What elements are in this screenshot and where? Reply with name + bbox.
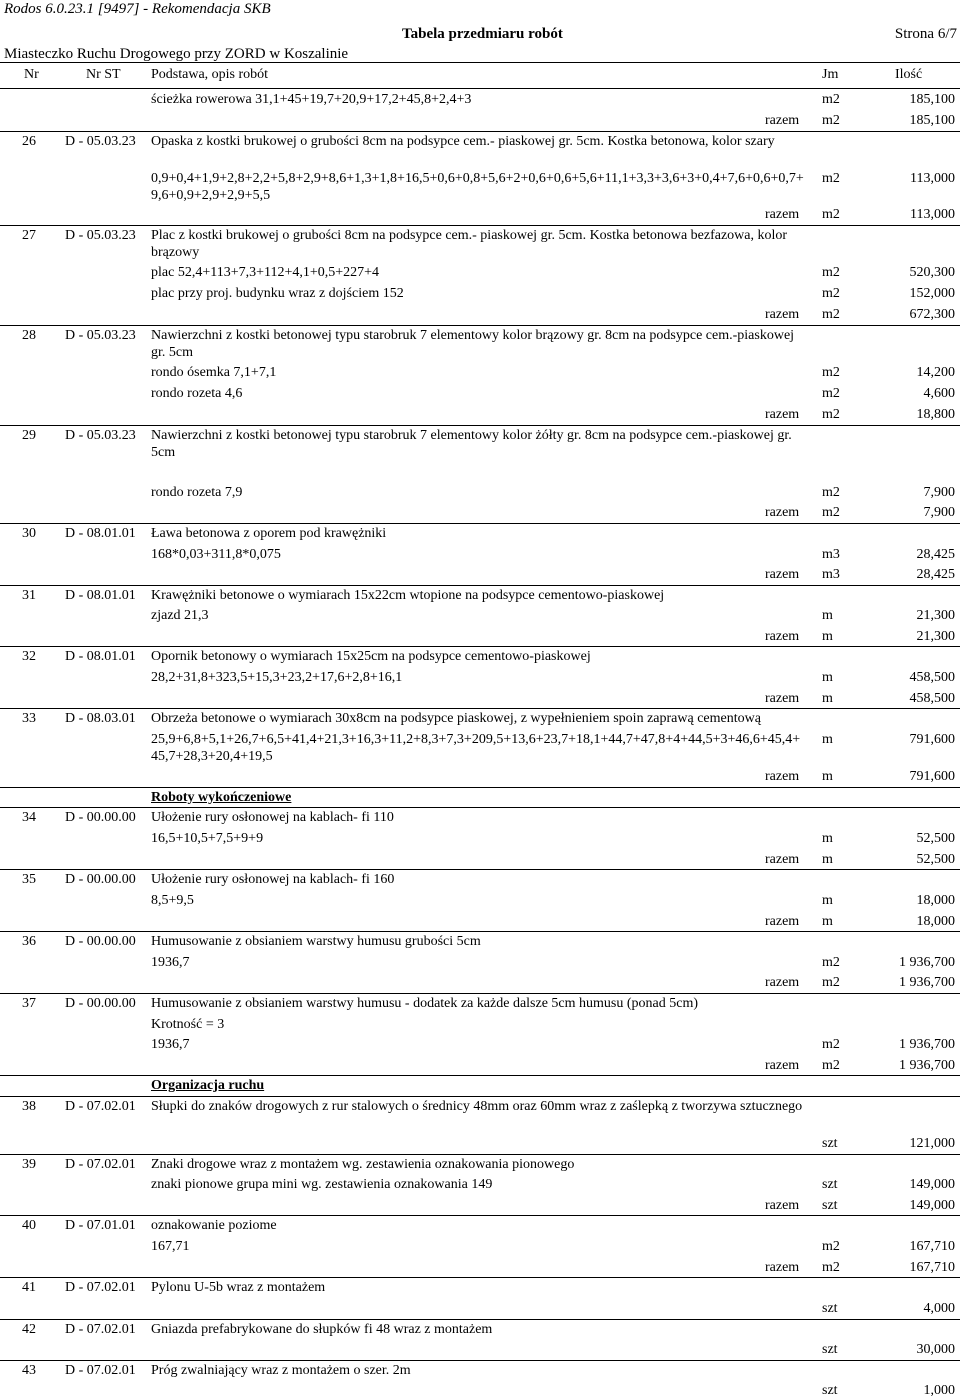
row-separator [0, 325, 960, 326]
unit-cell: m [822, 852, 833, 867]
unit-cell: m2 [822, 113, 840, 128]
spec-code: D - 07.02.01 [65, 1322, 136, 1337]
position-description: Słupki do znaków drogowych z rur stalowych o średnicy 48mm oraz 60mm wraz z zaślepką z tworzywa sztucznego [151, 1099, 803, 1114]
unit-cell: m2 [822, 1037, 840, 1052]
position-number: 41 [22, 1280, 36, 1295]
unit-cell: m2 [822, 265, 840, 280]
unit-cell: m [822, 691, 833, 706]
unit-cell: m [822, 893, 833, 908]
position-number: 37 [22, 996, 36, 1011]
quantity-cell: 167,710 [909, 1239, 955, 1254]
unit-cell: m2 [822, 1239, 840, 1254]
position-description: Krawężniki betonowe o wymiarach 15x22cm wtopione na podsypce cementowo-piaskowej [151, 588, 665, 603]
calculation-line: 1936,7 [151, 1037, 190, 1052]
calculation-line: rondo rozeta 7,9 [151, 485, 243, 500]
calculation-line: ścieżka rowerowa 31,1+45+19,7+20,9+17,2+45,8+2,4+3 [151, 92, 472, 107]
quantity-cell: 21,300 [916, 608, 955, 623]
app-title: Rodos 6.0.23.1 [9497] - Rekomendacja SKB [4, 1, 271, 17]
position-number: 27 [22, 228, 36, 243]
unit-cell: m2 [822, 485, 840, 500]
position-number: 33 [22, 711, 36, 726]
unit-cell: szt [822, 1342, 838, 1357]
page-number: Strona 6/7 [894, 26, 957, 42]
position-description: Opornik betonowy o wymiarach 15x25cm na podsypce cementowo-piaskowej [151, 649, 591, 664]
quantity-cell: 18,000 [916, 914, 955, 929]
quantity-cell: 520,300 [909, 265, 955, 280]
unit-cell: szt [822, 1301, 838, 1316]
project-name: Miasteczko Ruchu Drogowego przy ZORD w Koszalinie [4, 46, 349, 62]
row-separator [0, 708, 960, 709]
unit-cell: m2 [822, 505, 840, 520]
quantity-cell: 185,100 [909, 113, 955, 128]
quantity-cell: 18,000 [916, 893, 955, 908]
quantity-cell: 28,425 [916, 547, 955, 562]
unit-cell: szt [822, 1177, 838, 1192]
position-description: Ułożenie rury osłonowej na kablach- fi 160 [151, 872, 395, 887]
subtotal-label: razem [765, 407, 800, 422]
spec-code: D - 05.03.23 [65, 428, 136, 443]
spec-code: D - 05.03.23 [65, 328, 136, 343]
spec-code: D - 05.03.23 [65, 134, 136, 149]
quantity-cell: 52,500 [916, 831, 955, 846]
calculation-line: 1936,7 [151, 955, 190, 970]
quantity-cell: 30,000 [916, 1342, 955, 1357]
unit-cell: szt [822, 1198, 838, 1213]
row-separator [0, 1319, 960, 1320]
position-description: Gniazda prefabrykowane do słupków fi 48 wraz z montażem [151, 1322, 493, 1337]
subtotal-label: razem [765, 1198, 800, 1213]
column-nr: Nr [24, 67, 39, 82]
spec-code: D - 00.00.00 [65, 934, 136, 949]
subtotal-label: razem [765, 852, 800, 867]
unit-cell: m [822, 670, 833, 685]
calculation-line: Krotność = 3 [151, 1017, 225, 1032]
row-separator [0, 225, 960, 226]
spec-code: D - 00.00.00 [65, 810, 136, 825]
column-unit: Jm [822, 67, 839, 82]
quantity-cell: 21,300 [916, 629, 955, 644]
position-number: 36 [22, 934, 36, 949]
subtotal-label: razem [765, 505, 800, 520]
quantity-cell: 7,900 [923, 505, 955, 520]
column-description: Podstawa, opis robót [151, 67, 269, 82]
quantity-cell: 18,800 [916, 407, 955, 422]
position-number: 26 [22, 134, 36, 149]
unit-cell: szt [822, 1383, 838, 1398]
row-separator [0, 1277, 960, 1278]
unit-cell: szt [822, 1136, 838, 1151]
position-description: Nawierzchni z kostki betonowej typu starobruk 7 elementowy kolor brązowy gr. 8cm na podsypce cem.-piaskowej gr. 5cm [151, 328, 795, 360]
subtotal-label: razem [765, 1260, 800, 1275]
unit-cell: m2 [822, 207, 840, 222]
unit-cell: m2 [822, 975, 840, 990]
spec-code: D - 07.02.01 [65, 1363, 136, 1378]
row-separator [0, 585, 960, 586]
quantity-cell: 1 936,700 [899, 1037, 955, 1052]
subtotal-label: razem [765, 567, 800, 582]
position-description: Ława betonowa z oporem pod krawężniki [151, 526, 387, 541]
unit-cell: m [822, 914, 833, 929]
unit-cell: m [822, 608, 833, 623]
row-separator [0, 787, 960, 788]
quantity-cell: 672,300 [909, 307, 955, 322]
calculation-line: rondo ósemka 7,1+7,1 [151, 365, 277, 380]
calculation-line: 25,9+6,8+5,1+26,7+6,5+41,4+21,3+16,3+11,2+8,3+7,3+209,5+13,6+23,7+18,1+44,7+47,8+4+44,5+3+46,6+45,4+45,7+28,3+20,4+19,5 [151, 732, 801, 764]
unit-cell: m [822, 831, 833, 846]
spec-code: D - 07.01.01 [65, 1218, 136, 1233]
table-header [0, 62, 960, 89]
calculation-line: znaki pionowe grupa mini wg. zestawienia oznakowania 149 [151, 1177, 493, 1192]
row-separator [0, 1215, 960, 1216]
spec-code: D - 08.01.01 [65, 526, 136, 541]
position-number: 28 [22, 328, 36, 343]
position-description: Obrzeża betonowe o wymiarach 30x8cm na podsypce piaskowej, z wypełnieniem spoin zaprawą cementową [151, 711, 761, 726]
subtotal-label: razem [765, 629, 800, 644]
row-separator [0, 523, 960, 524]
calculation-line: 16,5+10,5+7,5+9+9 [151, 831, 264, 846]
section-heading: Roboty wykończeniowe [151, 790, 292, 805]
quantity-cell: 28,425 [916, 567, 955, 582]
quantity-cell: 14,200 [916, 365, 955, 380]
spec-code: D - 05.03.23 [65, 228, 136, 243]
unit-cell: m2 [822, 92, 840, 107]
row-separator [0, 807, 960, 808]
unit-cell: m3 [822, 547, 840, 562]
column-nr-st: Nr ST [86, 67, 121, 82]
row-separator [0, 993, 960, 994]
position-number: 42 [22, 1322, 36, 1337]
calculation-line: plac przy proj. budynku wraz z dojściem 152 [151, 286, 404, 301]
spec-code: D - 08.01.01 [65, 588, 136, 603]
quantity-cell: 121,000 [909, 1136, 955, 1151]
position-number: 43 [22, 1363, 36, 1378]
spec-code: D - 00.00.00 [65, 996, 136, 1011]
quantity-cell: 4,000 [923, 1301, 955, 1316]
row-separator [0, 1096, 960, 1097]
quantity-cell: 1 936,700 [899, 1058, 955, 1073]
quantity-cell: 152,000 [909, 286, 955, 301]
unit-cell: m [822, 769, 833, 784]
quantity-cell: 791,600 [909, 769, 955, 784]
section-heading: Organizacja ruchu [151, 1078, 265, 1093]
position-description: Pylonu U-5b wraz z montażem [151, 1280, 326, 1295]
calculation-line: 0,9+0,4+1,9+2,8+2,2+5,8+2,9+8,6+1,3+1,8+16,5+0,6+0,8+5,6+2+0,6+0,6+5,6+11,1+3,3+3,6+3+0,4+7,6+0,6+0,7+9,6+0,9+2,9+2,9+5,5 [151, 171, 804, 203]
quantity-cell: 458,500 [909, 691, 955, 706]
position-description: oznakowanie poziome [151, 1218, 277, 1233]
unit-cell: m [822, 732, 833, 747]
position-description: Znaki drogowe wraz z montażem wg. zestawienia oznakowania pionowego [151, 1157, 575, 1172]
row-separator [0, 131, 960, 132]
quantity-cell: 149,000 [909, 1177, 955, 1192]
position-description: Nawierzchni z kostki betonowej typu starobruk 7 elementowy kolor żółty gr. 8cm na podsypce cem.-piaskowej gr. 5cm [151, 428, 792, 460]
subtotal-label: razem [765, 1058, 800, 1073]
calculation-line: zjazd 21,3 [151, 608, 209, 623]
calculation-line: 8,5+9,5 [151, 893, 194, 908]
row-separator [0, 1075, 960, 1076]
position-description: Ułożenie rury osłonowej na kablach- fi 110 [151, 810, 394, 825]
spec-code: D - 08.03.01 [65, 711, 136, 726]
position-number: 29 [22, 428, 36, 443]
position-description: Próg zwalniający wraz z montażem o szer. 2m [151, 1363, 411, 1378]
spec-code: D - 07.02.01 [65, 1157, 136, 1172]
quantity-cell: 4,600 [923, 386, 955, 401]
quantity-cell: 149,000 [909, 1198, 955, 1213]
quantity-cell: 113,000 [910, 171, 955, 186]
position-number: 32 [22, 649, 36, 664]
quantity-cell: 1 936,700 [899, 955, 955, 970]
row-separator [0, 869, 960, 870]
row-separator [0, 931, 960, 932]
calculation-line: 167,71 [151, 1239, 190, 1254]
unit-cell: m2 [822, 286, 840, 301]
position-number: 40 [22, 1218, 36, 1233]
position-description: Humusowanie z obsianiem warstwy humusu grubości 5cm [151, 934, 481, 949]
position-number: 34 [22, 810, 36, 825]
subtotal-label: razem [765, 769, 800, 784]
quantity-cell: 52,500 [916, 852, 955, 867]
row-separator [0, 646, 960, 647]
position-number: 31 [22, 588, 36, 603]
row-separator [0, 1154, 960, 1155]
unit-cell: m2 [822, 386, 840, 401]
position-number: 38 [22, 1099, 36, 1114]
unit-cell: m2 [822, 171, 840, 186]
unit-cell: m2 [822, 1260, 840, 1275]
spec-code: D - 07.02.01 [65, 1280, 136, 1295]
unit-cell: m2 [822, 307, 840, 322]
position-number: 30 [22, 526, 36, 541]
quantity-cell: 791,600 [909, 732, 955, 747]
quantity-cell: 185,100 [909, 92, 955, 107]
quantity-cell: 1 936,700 [899, 975, 955, 990]
position-number: 35 [22, 872, 36, 887]
subtotal-label: razem [765, 207, 800, 222]
row-separator [0, 425, 960, 426]
subtotal-label: razem [765, 975, 800, 990]
position-description: Humusowanie z obsianiem warstwy humusu - dodatek za każde dalsze 5cm humusu (ponad 5cm) [151, 996, 699, 1011]
position-number: 39 [22, 1157, 36, 1172]
unit-cell: m3 [822, 567, 840, 582]
unit-cell: m2 [822, 365, 840, 380]
column-quantity: Ilość [895, 67, 923, 82]
quantity-cell: 1,000 [923, 1383, 955, 1398]
unit-cell: m2 [822, 407, 840, 422]
position-description: Opaska z kostki brukowej o grubości 8cm na podsypce cem.- piaskowej gr. 5cm. Kostka betonowa, kolor szary [151, 134, 775, 149]
document-title: Tabela przedmiaru robót [402, 26, 563, 42]
quantity-cell: 458,500 [909, 670, 955, 685]
calculation-line: plac 52,4+113+7,3+112+4,1+0,5+227+4 [151, 265, 380, 280]
spec-code: D - 07.02.01 [65, 1099, 136, 1114]
subtotal-label: razem [765, 914, 800, 929]
unit-cell: m2 [822, 955, 840, 970]
unit-cell: m [822, 629, 833, 644]
quantity-cell: 167,710 [909, 1260, 955, 1275]
subtotal-label: razem [765, 113, 800, 128]
spec-code: D - 08.01.01 [65, 649, 136, 664]
unit-cell: m2 [822, 1058, 840, 1073]
row-separator [0, 1360, 960, 1361]
quantity-cell: 113,000 [910, 207, 955, 222]
subtotal-label: razem [765, 691, 800, 706]
quantity-cell: 7,900 [923, 485, 955, 500]
position-description: Plac z kostki brukowej o grubości 8cm na podsypce cem.- piaskowej gr. 5cm. Kostka betonowa bezfazowa, kolor brązowy [151, 228, 788, 260]
calculation-line: 28,2+31,8+323,5+15,3+23,2+17,6+2,8+16,1 [151, 670, 403, 685]
calculation-line: rondo rozeta 4,6 [151, 386, 243, 401]
spec-code: D - 00.00.00 [65, 872, 136, 887]
subtotal-label: razem [765, 307, 800, 322]
calculation-line: 168*0,03+311,8*0,075 [151, 547, 281, 562]
